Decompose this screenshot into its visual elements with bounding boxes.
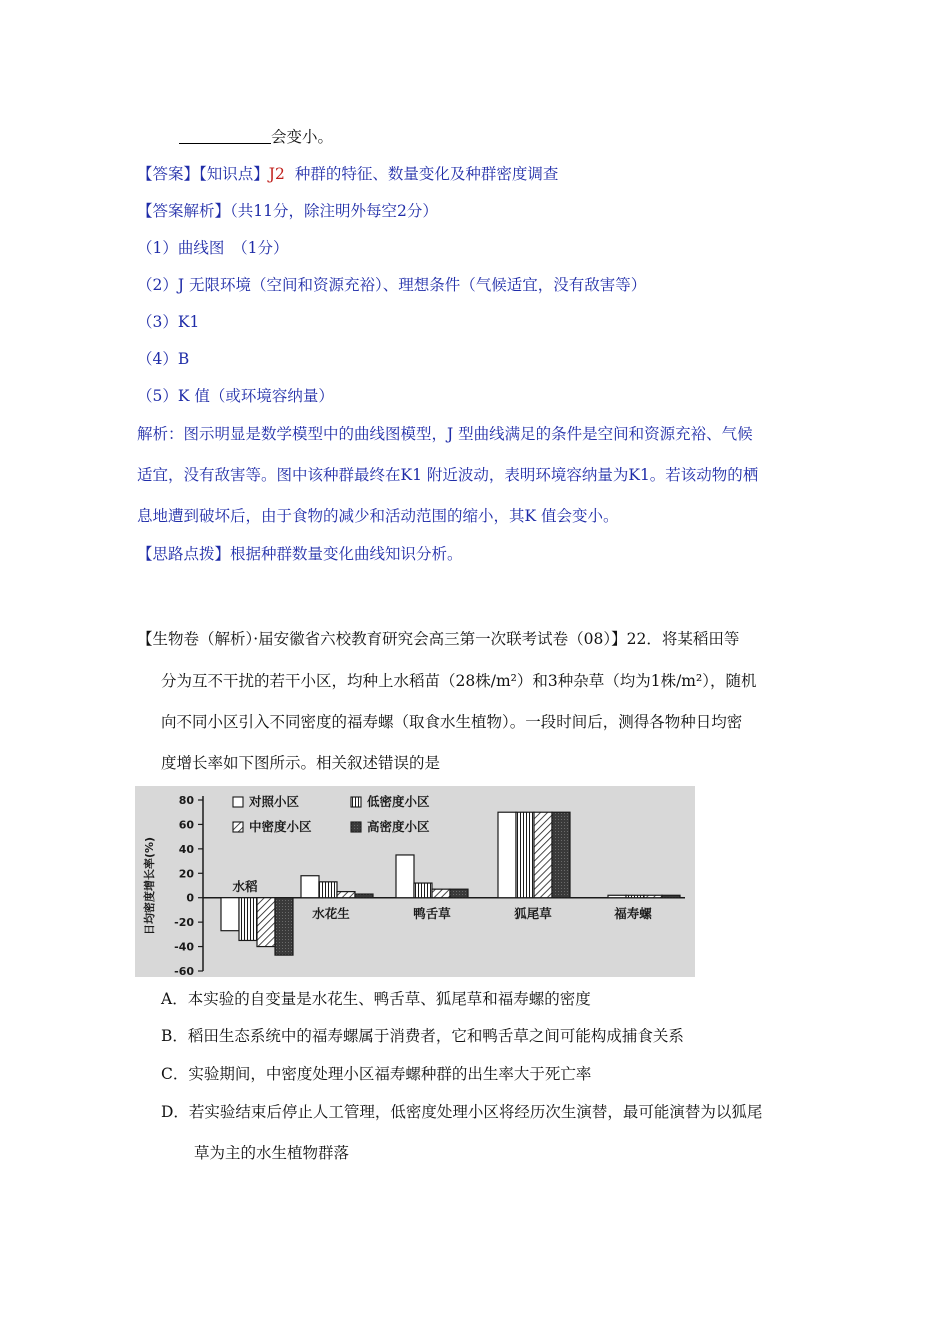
fill-blank-line: 会变小。: [179, 126, 333, 148]
category-labels: [232, 879, 652, 921]
answer-item-4: （4）B: [137, 350, 190, 368]
bar: [626, 895, 644, 897]
category-label: 水稻: [232, 879, 258, 894]
bar: [644, 895, 662, 897]
question-line-1: 【生物卷（解析）·届安徽省六校教育研究会高三第一次联考试卷（08）】22．将某稻田等: [137, 630, 740, 648]
question-line-4: 度增长率如下图所示。相关叙述错误的是: [161, 754, 441, 772]
category-label: 水花生: [312, 906, 350, 921]
growth-rate-chart: [135, 786, 695, 977]
option-d-line-2: 草为主的水生植物群落: [194, 1144, 350, 1162]
bar: [450, 889, 468, 898]
legend: [233, 794, 430, 834]
bar: [221, 898, 239, 931]
bar: [498, 812, 516, 898]
legend-swatch: [233, 822, 243, 832]
category-label: 鸭舌草: [413, 906, 451, 921]
legend-swatch: [233, 797, 243, 807]
thinking-tip: 【思路点拨】根据种群数量变化曲线知识分析。: [137, 545, 463, 563]
category-label: 福寿螺: [614, 906, 652, 921]
bar: [275, 898, 293, 955]
option-b: B．稻田生态系统中的福寿螺属于消费者，它和鸭舌草之间可能构成捕食关系: [161, 1027, 684, 1045]
bar: [396, 855, 414, 898]
category-label: 狐尾草: [514, 906, 552, 921]
answer-analysis-title: 【答案解析】（共11分，除注明外每空2分）: [137, 202, 438, 220]
bar: [239, 898, 257, 941]
option-c: C．实验期间，中密度处理小区福寿螺种群的出生率大于死亡率: [161, 1065, 592, 1083]
bar: [608, 895, 626, 897]
question-line-3: 向不同小区引入不同密度的福寿螺（取食水生植物）。一段时间后，测得各物种日均密: [161, 713, 743, 731]
bar: [432, 889, 450, 898]
bar: [301, 876, 319, 898]
y-tick-label: -40: [174, 940, 194, 954]
legend-label: 高密度小区: [367, 819, 430, 834]
bar: [552, 812, 570, 898]
bar: [516, 812, 534, 898]
bar: [337, 892, 355, 898]
answer-item-5: （5）K 值（或环境容纳量）: [137, 387, 334, 405]
bar: [319, 882, 337, 898]
bar: [662, 895, 680, 897]
legend-label: 中密度小区: [249, 819, 312, 834]
legend-swatch: [351, 797, 361, 807]
answer-item-3: （3）K1: [137, 313, 200, 331]
y-tick-label: -20: [174, 916, 194, 930]
bar: [355, 894, 373, 898]
y-tick-label: 60: [178, 818, 194, 832]
y-tick-label: 40: [178, 842, 194, 856]
analysis-line-2: 适宜，没有敌害等。图中该种群最终在K1 附近波动，表明环境容纳量为K1。若该动物的栖: [137, 466, 759, 484]
y-axis-label: 日均密度增长率(%): [143, 836, 156, 936]
y-tick-label: -60: [174, 965, 194, 977]
analysis-line-3: 息地遭到破坏后，由于食物的减少和活动范围的缩小，其K 值会变小。: [137, 507, 619, 525]
answer-item-2: （2）J 无限环境（空间和资源充裕）、理想条件（气候适宜，没有敌害等）: [137, 276, 647, 294]
answer-item-1: （1）曲线图 （1分）: [137, 239, 289, 257]
y-tick-label: 80: [178, 794, 194, 807]
answer-blank: [179, 127, 271, 144]
question-line-2: 分为互不干扰的若干小区，均种上水稻苗（28株/m²）和3种杂草（均为1株/m²），随机: [161, 672, 757, 690]
legend-label: 对照小区: [249, 794, 300, 809]
y-tick-label: 20: [178, 867, 194, 881]
bar: [257, 898, 275, 947]
bar: [414, 883, 432, 898]
chart-svg: [135, 786, 695, 977]
y-tick-label: 0: [186, 891, 194, 905]
analysis-line-1: 解析：图示明显是数学模型中的曲线图模型，J 型曲线满足的条件是空间和资源充裕、气候: [137, 425, 753, 443]
legend-label: 低密度小区: [367, 794, 430, 809]
option-d-line-1: D．若实验结束后停止人工管理，低密度处理小区将经历次生演替，最可能演替为以狐尾: [161, 1103, 763, 1121]
legend-swatch: [351, 822, 361, 832]
answer-header: 【答案】【知识点】J2 种群的特征、数量变化及种群密度调查: [137, 165, 559, 183]
option-a: A．本实验的自变量是水花生、鸭舌草、狐尾草和福寿螺的密度: [161, 990, 591, 1008]
bar: [534, 812, 552, 898]
